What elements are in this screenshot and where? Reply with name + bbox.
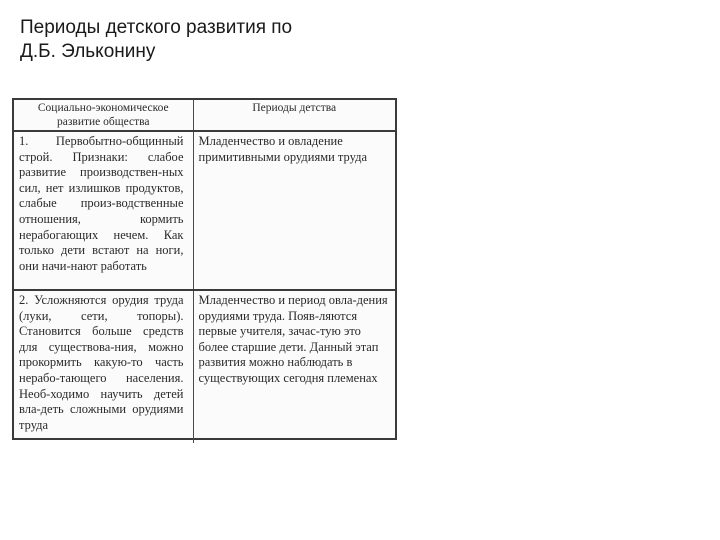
row-1-period-cell: Младенчество и овладение примитивными орудиями труда <box>193 131 395 290</box>
table-row <box>14 290 395 443</box>
slide-title <box>20 16 440 64</box>
slide-title-line-1: Периоды детского развития по <box>20 17 293 38</box>
header-society: Социально-экономическое развитие общества <box>14 100 193 131</box>
table-row <box>14 131 395 290</box>
table-header-row <box>14 100 395 131</box>
row-2-society-cell: 2. Усложняются орудия труда (луки, сети, топоры). Становится больше средств для существова-ния, можно прокормить какую-то часть нерабо-тающего населения. Необ-ходимо научить детей вла-деть сложными орудиями труда <box>14 290 193 443</box>
periods-table <box>14 100 395 443</box>
header-periods: Периоды детства <box>193 100 395 131</box>
row-1-society-cell: 1. Первобытно-общинный строй. Признаки: слабое развитие производствен-ных сил, нет излишков продуктов, слабые произ-водственные отношения, кормить нерабогающих нечем. Как только дети встают на ноги, они начи-нают работать <box>14 131 193 290</box>
periods-table-image <box>12 98 397 440</box>
row-2-period-cell: Младенчество и период овла-дения орудиями труда. Появ-ляются первые учителя, зачас-тую это более старшие дети. Данный этап развития можно наблюдать в существующих сегодня племенах <box>198 293 388 385</box>
slide-title-line-2: Д.Б. Эльконину <box>20 41 156 62</box>
